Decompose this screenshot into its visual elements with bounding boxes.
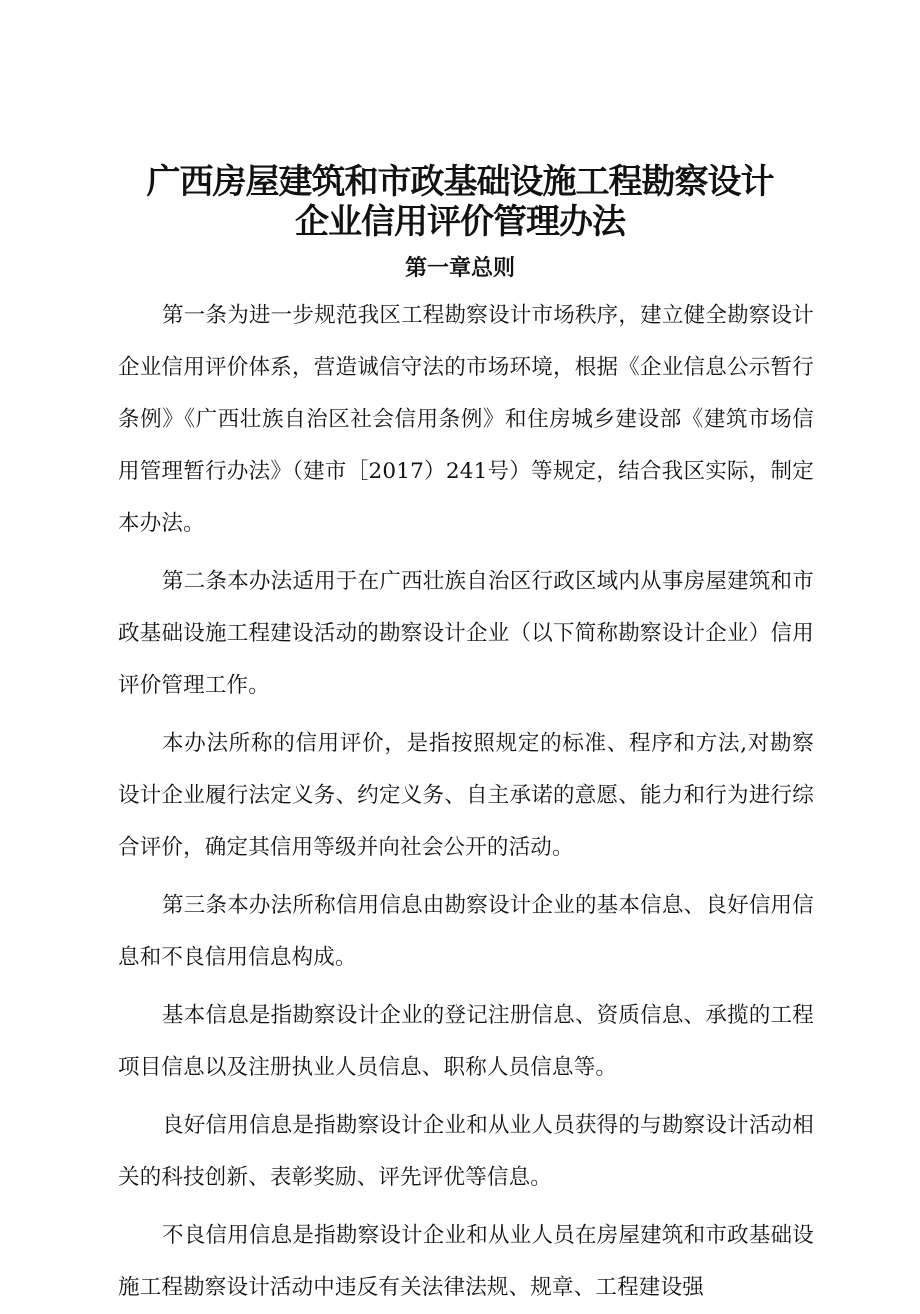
basic-info-paragraph: 基本信息是指勘察设计企业的登记注册信息、资质信息、承揽的工程项目信息以及注册执业人员信息、职称人员信息等。 (118, 1003, 814, 1080)
article-3-paragraph: 第三条本办法所称信用信息由勘察设计企业的基本信息、良好信用信息和不良信用信息构成。 (118, 893, 814, 970)
credit-evaluation-definition-paragraph: 本办法所称的信用评价，是指按照规定的标准、程序和方法,对勘察设计企业履行法定义务、约定义务、自主承诺的意愿、能力和行为进行综合评价，确定其信用等级并向社会公开的活动。 (118, 731, 814, 860)
document-title-line-2: 企业信用评价管理办法 (295, 202, 625, 242)
good-credit-info-paragraph: 良好信用信息是指勘察设计企业和从业人员获得的与勘察设计活动相关的科技创新、表彰奖励、评先评优等信息。 (118, 1113, 814, 1190)
document-title-line-1: 广西房屋建筑和市政基础设施工程勘察设计 (146, 162, 774, 202)
document-body (118, 290, 814, 1314)
chapter-heading: 第一章总则 (404, 255, 515, 281)
article-2-paragraph: 第二条本办法适用于在广西壮族自治区行政区域内从事房屋建筑和市政基础设施工程建设活动的勘察设计企业（以下简称勘察设计企业）信用评价管理工作。 (118, 569, 814, 698)
bad-credit-info-paragraph: 不良信用信息是指勘察设计企业和从业人员在房屋建筑和市政基础设施工程勘察设计活动中违反有关法律法规、规章、工程建设强 (118, 1223, 814, 1300)
article-1-paragraph: 第一条为进一步规范我区工程勘察设计市场秩序，建立健全勘察设计企业信用评价体系，营造诚信守法的市场环境，根据《企业信息公示暂行条例》《广西壮族自治区社会信用条例》和住房城乡建设部《建筑市场信用管理暂行办法》（建市［2017）241号）等规定，结合我区实际，制定本办法。 (118, 303, 814, 536)
